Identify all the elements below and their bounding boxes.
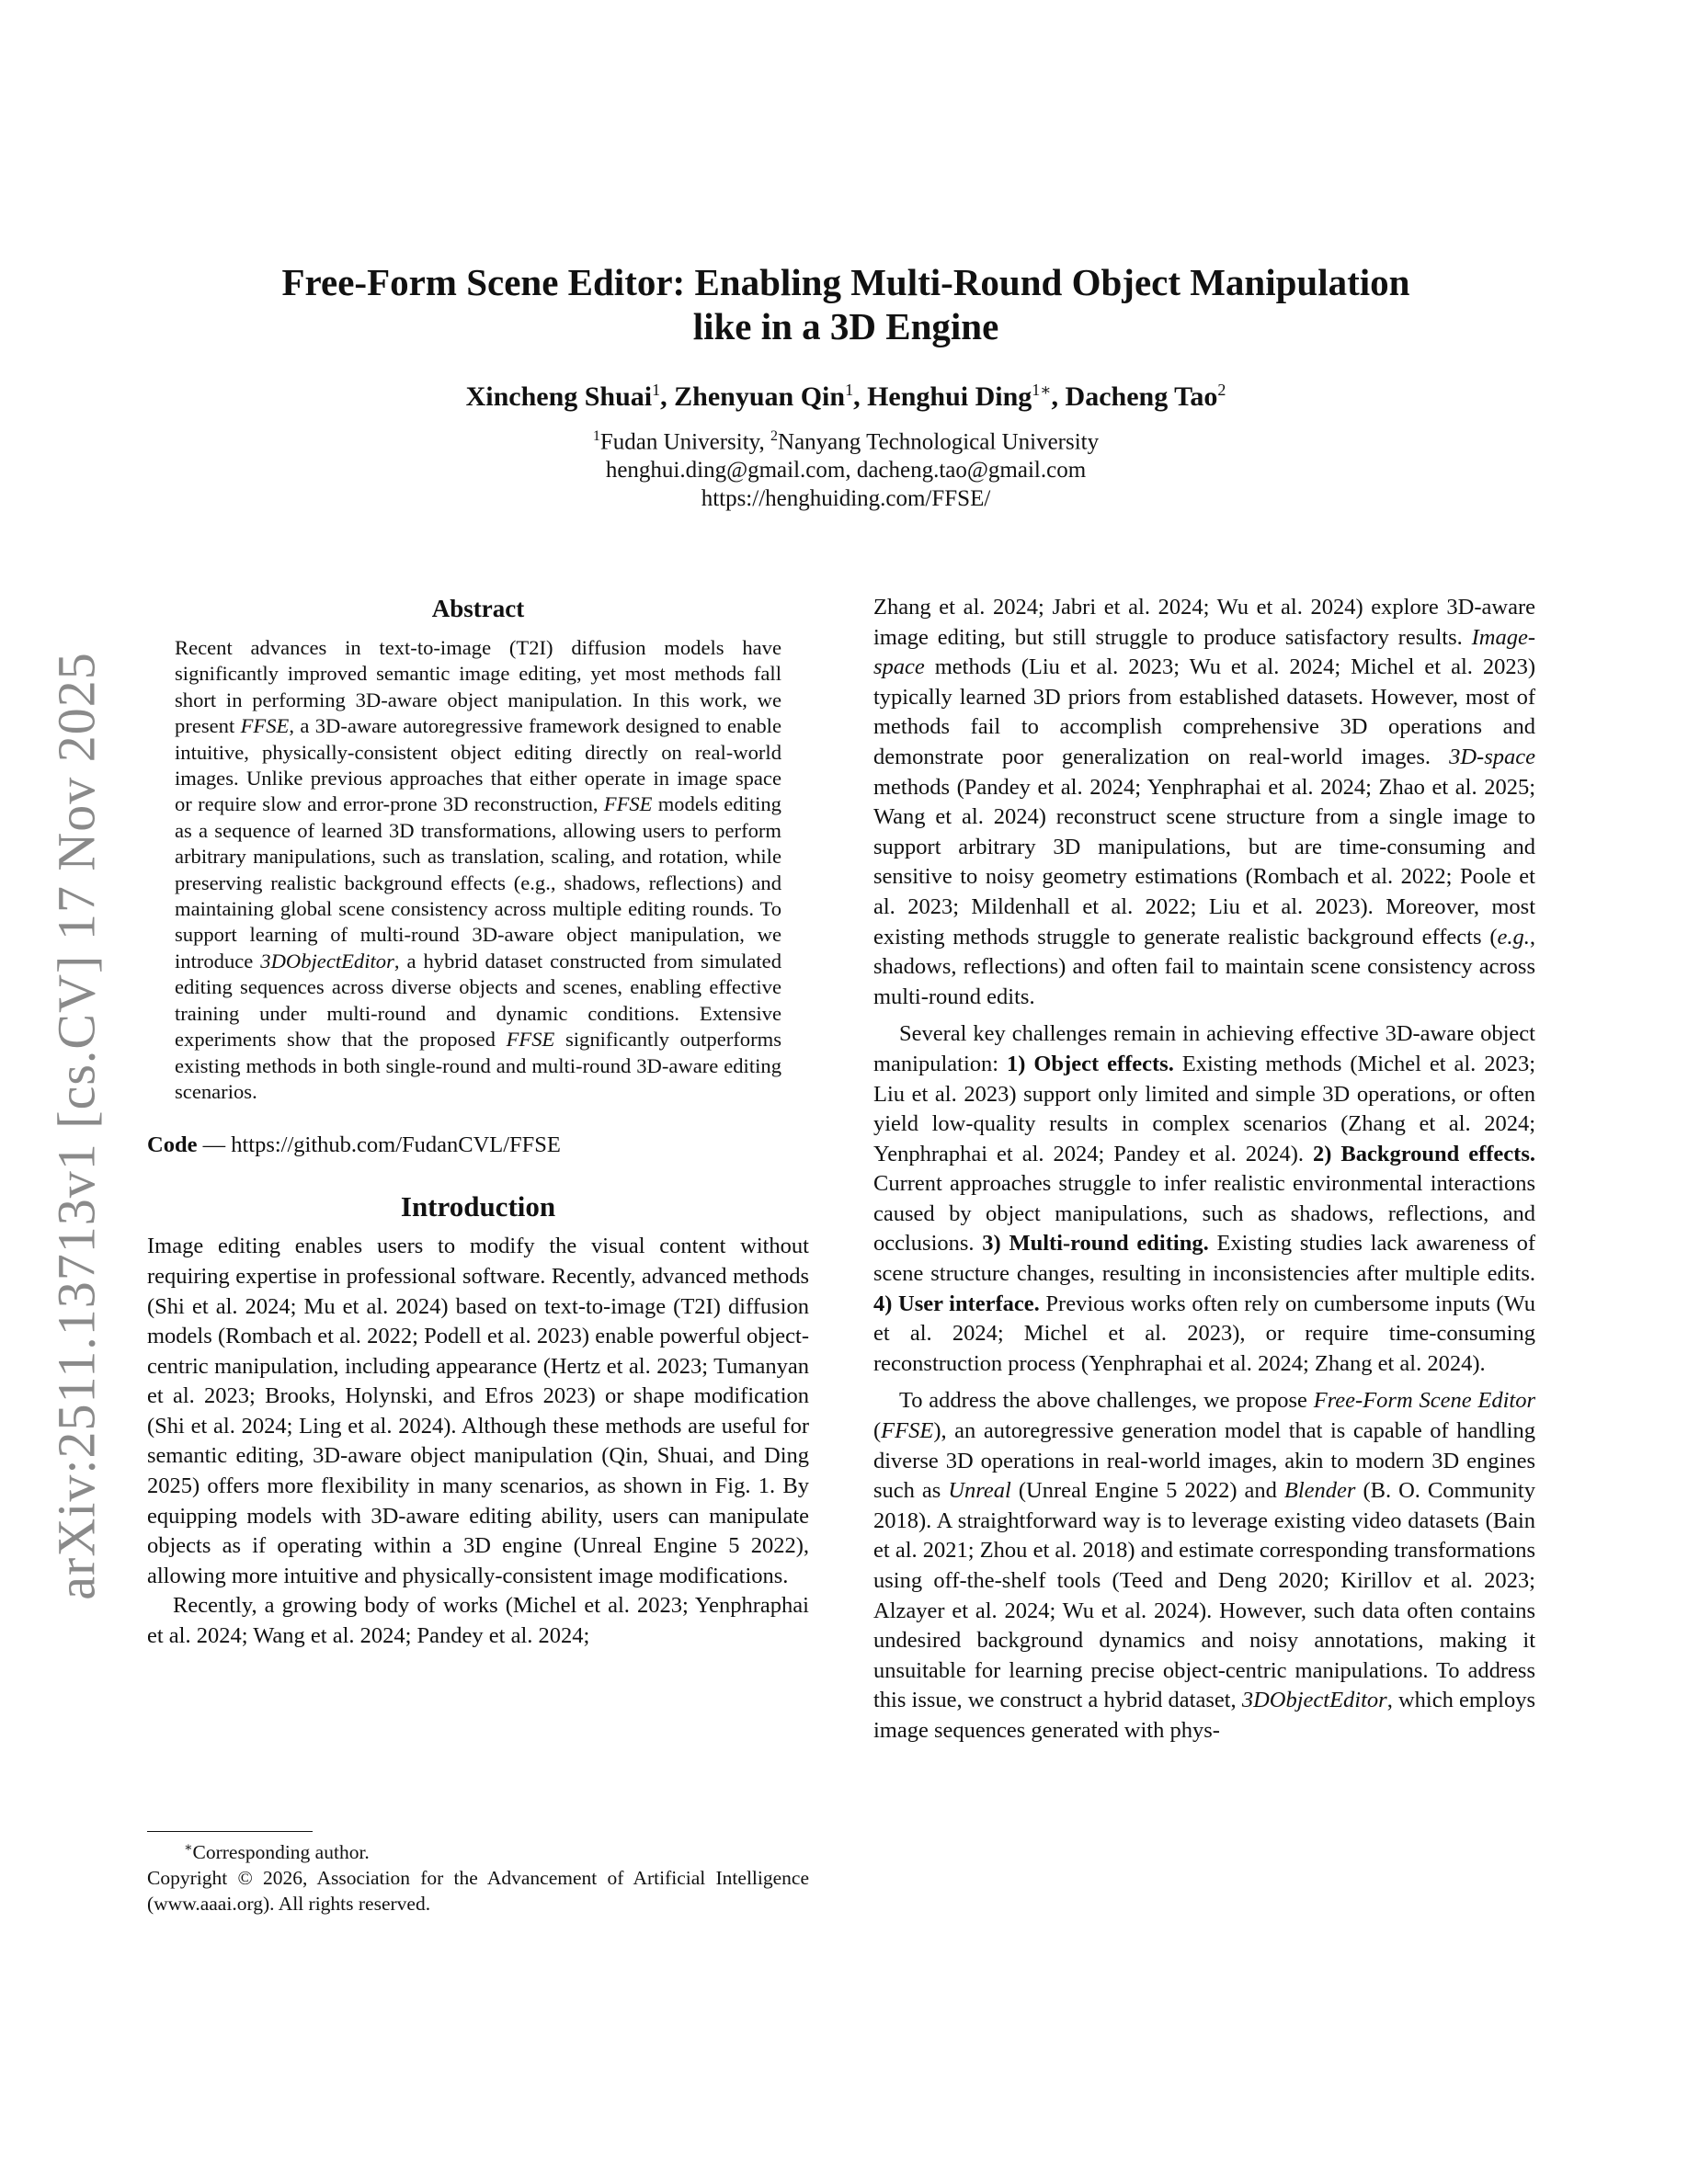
body-text: (Unreal Engine 5 2022) and <box>1010 1478 1284 1504</box>
author-emails: henghui.ding@gmail.com, dacheng.tao@gmail.com <box>605 458 1087 483</box>
challenge-label: 1) Object effects. <box>1007 1051 1174 1076</box>
body-text: Existing studies lack awareness of scene structure changes, resulting in inconsistencies after multiple edits. <box>873 1231 1536 1287</box>
introduction-heading: Introduction <box>400 1190 556 1223</box>
body-emphasis: Blender <box>1283 1478 1356 1504</box>
body-text: , which employs image sequences generated with phys- <box>873 1688 1535 1743</box>
code-link-line <box>147 1131 809 1160</box>
author-affil-mark: 1 <box>845 381 854 399</box>
abstract-emphasis: FFSE <box>603 792 653 816</box>
body-emphasis: Unreal <box>948 1478 1011 1504</box>
body-text: ( <box>873 1418 882 1444</box>
author-affil-mark: 1∗ <box>1032 381 1052 399</box>
body-text: Current approaches struggle to infer realistic environmental interactions caused by object manipulations, such as shadows, reflections, and occlusions. <box>873 1171 1535 1257</box>
affiliation-2: Nanyang Technological University <box>778 429 1100 455</box>
right-paragraph-2 <box>873 1019 1535 1379</box>
body-text: methods (Liu et al. 2023; Wu et al. 2024; Michel et al. 2023) typically learned 3D priors from established datasets. However, most of methods fail to accomplish comprehensive 3D operations and demonstrate poor generalization on real-world images. <box>873 654 1535 769</box>
paper-header <box>147 260 1545 513</box>
copyright-notice: Copyright © 2026, Association for the Advancement of Artificial Intelligence (www.aaai.org). All rights reserved. <box>147 1867 809 1916</box>
abstract-emphasis: FFSE <box>240 714 290 738</box>
right-column <box>873 593 1535 1746</box>
arxiv-identifier: arXiv:2511.13713v1 [cs.CV] 17 Nov 2025 <box>46 652 107 1600</box>
body-emphasis: FFSE <box>881 1418 934 1444</box>
footnote-mark: ∗ <box>184 1841 193 1855</box>
body-text: Zhang et al. 2024; Jabri et al. 2024; Wu et al. 2024) explore 3D-aware image editing, but still struggle to produce satisfactory results. <box>873 595 1535 650</box>
footnotes <box>147 1836 809 1917</box>
body-text: , shadows, reflections) and often fail to maintain scene consistency across multi-round edits. <box>873 924 1535 1009</box>
abstract-heading: Abstract <box>431 595 525 622</box>
abstract-text: models editing as a sequence of learned 3D transformations, allowing users to perform arbitrary manipulations, such as translation, scaling, and rotation, while preserving realistic background effects (e.g., shadows, reflections) and maintaining global scene consistency across multiple editing rounds. To support learning of multi-round 3D-aware object manipulation, we introduce <box>175 792 781 973</box>
author-affil-mark: 2 <box>1217 381 1226 399</box>
abstract-text: Recent advances in text-to-image (T2I) diffusion models have significantly improved semantic image editing, yet most methods fall short in performing 3D-aware object manipulation. In this work, we present <box>175 636 781 738</box>
abstract-emphasis: FFSE <box>506 1028 555 1052</box>
author-name: Henghui Ding <box>867 381 1032 412</box>
author-affil-mark: 1 <box>652 381 661 399</box>
intro-paragraph-2: Recently, a growing body of works (Michel et al. 2023; Yenphraphai et al. 2024; Wang et al. 2024; Pandey et al. 2024; <box>147 1593 809 1649</box>
body-emphasis: 3D-space <box>1449 744 1535 769</box>
left-column <box>147 593 809 1652</box>
abstract-text: significantly outperforms existing methods in both single-round and multi-round 3D-aware editing scenarios. <box>175 1028 781 1103</box>
title-line-1: Free-Form Scene Editor: Enabling Multi-Round Object Manipulation <box>281 261 1410 303</box>
body-text: methods (Pandey et al. 2024; Yenphraphai et al. 2024; Zhao et al. 2025; Wang et al. 2024) reconstruct scene structure from a single image to support arbitrary 3D manipulations, but are time-consuming and sensitive to noisy geometry estimations (Rombach et al. 2022; Poole et al. 2023; Mildenhall et al. 2022; Liu et al. 2023). Moreover, most existing methods struggle to generate realistic background effects ( <box>873 774 1535 950</box>
title-line-2: like in a 3D Engine <box>692 305 999 347</box>
challenge-label: 4) User interface. <box>873 1291 1040 1316</box>
challenge-label: 3) Multi-round editing. <box>982 1231 1209 1257</box>
project-url[interactable]: https://henghuiding.com/FFSE/ <box>701 486 991 512</box>
affil-mark: 2 <box>770 428 779 444</box>
author-name: Dacheng Tao <box>1065 381 1218 412</box>
body-emphasis: Image-space <box>873 624 1535 680</box>
code-label: Code <box>147 1132 198 1158</box>
abstract-body <box>147 635 809 1105</box>
body-text: (B. O. Community 2018). A straightforward way is to leverage existing video datasets (Bain et al. 2021; Zhou et al. 2018) and estimate corresponding transformations using off-the-shelf tools (Teed and Deng 2020; Kirillov et al. 2023; Alzayer et al. 2024; Wu et al. 2024). However, such data often contains undesired background dynamics and noisy annotations, making it unsuitable for learning precise object-centric manipulations. To address this issue, we construct a hybrid dataset, <box>873 1478 1535 1713</box>
abstract-emphasis: 3DObjectEditor <box>260 949 394 973</box>
author-name: Xincheng Shuai <box>465 381 653 412</box>
intro-paragraph-1: Image editing enables users to modify the visual content without requiring expertise in professional software. Recently, advanced methods (Shi et al. 2024; Mu et al. 2024) based on text-to-image (T2I) diffusion models (Rombach et al. 2022; Podell et al. 2023) enable powerful object-centric manipulation, including appearance (Hertz et al. 2023; Tumanyan et al. 2023; Brooks, Holynski, and Efros 2023) or shape modification (Shi et al. 2024; Ling et al. 2024). Although these methods are useful for semantic editing, 3D-aware object manipulation (Qin, Shuai, and Ding 2025) offers more flexibility in many scenarios, as shown in Fig. 1. By equipping models with 3D-aware editing ability, users can manipulate objects as if operating within a 3D engine (Unreal Engine 5 2022), allowing more intuitive and physically-consistent image modifications. <box>147 1234 809 1588</box>
body-emphasis: Free-Form Scene Editor <box>1313 1388 1535 1414</box>
author-list: Xincheng Shuai$^1$, Zhenyuan Qin$^1$, Henghui Ding$^{1∗}$, Dacheng Tao$^2$ <box>465 381 1226 412</box>
body-text: ), an autoregressive generation model that is capable of handling diverse 3D operations in real-world images, akin to modern 3D engines such as <box>873 1418 1535 1504</box>
arxiv-side-stamp <box>35 597 118 1655</box>
paper-title <box>147 260 1545 348</box>
body-text: Several key challenges remain in achieving effective 3D-aware object manipulation: <box>873 1021 1535 1076</box>
footnote-rule <box>147 1831 313 1832</box>
code-url[interactable]: https://github.com/FudanCVL/FFSE <box>231 1132 561 1158</box>
abstract-text: , a 3D-aware autoregressive framework designed to enable intuitive, physically-consistent object editing directly on real-world images. Unlike previous approaches that either operate in image space or require slow and error-prone 3D reconstruction, <box>175 714 781 816</box>
author-name: Zhenyuan Qin <box>674 381 846 412</box>
body-emphasis: e.g. <box>1497 924 1530 950</box>
right-paragraph-3 <box>873 1386 1535 1746</box>
affiliations <box>147 422 1545 513</box>
footnote-corresponding <box>147 1836 809 1865</box>
body-text: To address the above challenges, we propose <box>899 1388 1314 1414</box>
footnote-text: Corresponding author. <box>192 1841 370 1864</box>
affil-mark: 1 <box>592 428 600 444</box>
right-paragraph-1 <box>873 593 1535 1012</box>
body-text: Previous works often rely on cumbersome inputs (Wu et al. 2024; Michel et al. 2023), or require time-consuming reconstruction process (Yenphraphai et al. 2024; Zhang et al. 2024). <box>873 1291 1535 1376</box>
body-text: Existing methods (Michel et al. 2023; Liu et al. 2023) support only limited and simple 3D operations, or often yield low-quality results in complex scenarios (Zhang et al. 2024; Yenphraphai et al. 2024; Pandey et al. 2024). <box>873 1051 1535 1166</box>
code-separator: — <box>197 1132 232 1158</box>
body-emphasis: 3DObjectEditor <box>1241 1688 1387 1713</box>
abstract-text: , a hybrid dataset constructed from simulated editing sequences across diverse objects and scenes, enabling effective training under multi-round and dynamic conditions. Extensive experiments show that the proposed <box>175 949 781 1052</box>
affiliation-1: Fudan University, <box>599 429 771 455</box>
challenge-label: 2) Background effects. <box>1312 1141 1535 1166</box>
